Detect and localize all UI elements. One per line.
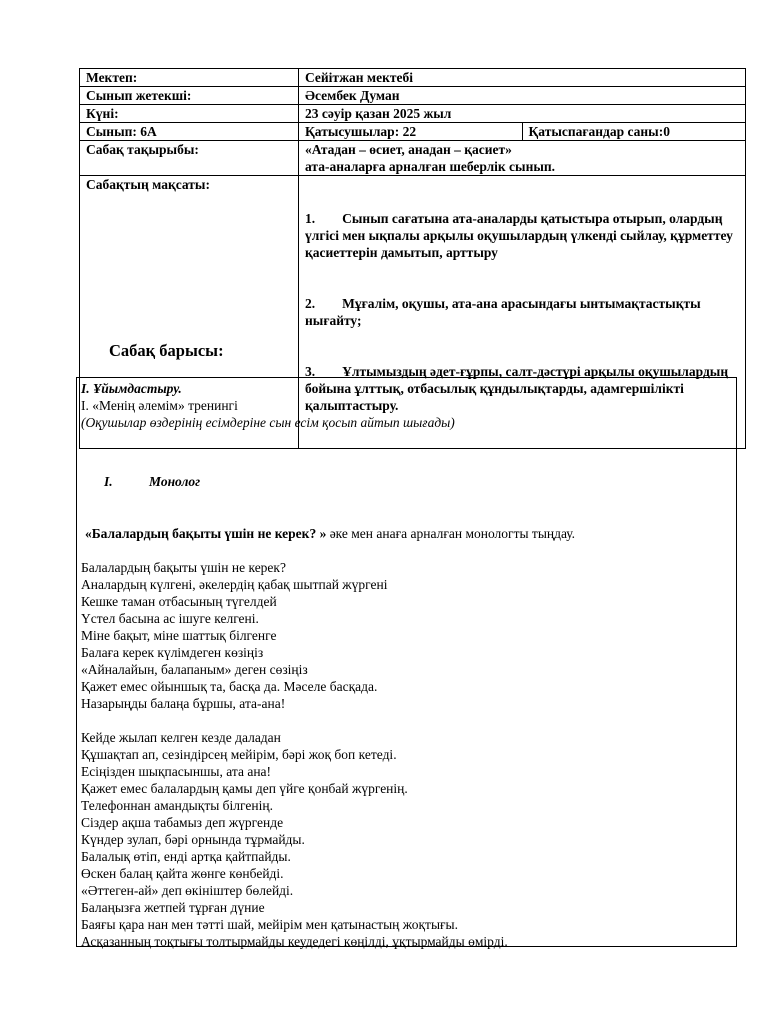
topic-line-2: ата-аналарға арналған шеберлік сынып. (305, 159, 556, 174)
monologue-intro (81, 525, 732, 542)
class-label: Сынып: 6А (80, 123, 299, 141)
participants-count: Қатысушылар: 22 (299, 123, 523, 141)
date-label: Күні: (80, 105, 299, 123)
poem-line: Балаңызға жетпей тұрған дүние (81, 900, 265, 915)
monologue-heading (81, 473, 732, 490)
poem-line: Құшақтап ап, сезіндірсең мейірім, бәрі жоқ боп кетеді. (81, 747, 397, 762)
absent-count: Қатыспағандар саны:0 (522, 123, 746, 141)
poem-stanza-1 (81, 559, 732, 712)
poem-line: Қажет емес балалардың қамы деп үйге қонбай жүргенің. (81, 781, 408, 796)
monologue-title: Монолог (149, 474, 201, 489)
teacher-value: Әсембек Думан (299, 87, 746, 105)
poem-line: Күндер зулап, бәрі орнында тұрмайды. (81, 832, 305, 847)
poem-line: Назарыңды балаңа бұршы, ата-ана! (81, 696, 286, 711)
lesson-content-box (76, 377, 737, 947)
poem-line: Балаға керек күлімдеген көзіңіз (81, 645, 264, 660)
poem-stanza-2 (81, 729, 732, 950)
organization-heading: І. Ұйымдастыру. (81, 381, 182, 396)
poem-line: Балалардың бақыты үшін не керек? (81, 560, 286, 575)
poem-line: Үстел басына ас ішуге келгені. (81, 611, 259, 626)
poem-line: Өскен балаң қайта жөнге көнбейді. (81, 866, 284, 881)
school-label: Мектеп: (80, 69, 299, 87)
teacher-label: Сынып жетекші: (80, 87, 299, 105)
poem-line: Кешке таман отбасының түгелдей (81, 594, 277, 609)
goal-label: Сабақтың мақсаты: (80, 176, 299, 449)
poem-line: Асқазанның тоқтығы толтырмайды кеудедегі көңілді, ұқтырмайды өмірді. (81, 934, 508, 949)
poem-line: Баяғы қара нан мен тәтті шай, мейірім мен қатынастың жоқтығы. (81, 917, 458, 932)
topic-value (299, 141, 746, 176)
monologue-number: I. (104, 474, 113, 489)
topic-label: Сабақ тақырыбы: (80, 141, 299, 176)
training-title: І. «Менің әлемім» тренингі (81, 398, 238, 413)
school-value: Сейітжан мектебі (299, 69, 746, 87)
goal-item-1: 1. Сынып сағатына ата-аналарды қатыстыра отырып, олардың үлгісі мен ықпалы арқылы оқушылардың үлкенді сыйлау, құрметтеу қасиеттерін дамытып, арттыру (305, 211, 737, 260)
lesson-progress-heading: Сабақ барысы: (109, 341, 224, 360)
poem-line: Міне бақыт, міне шаттық білгенге (81, 628, 277, 643)
topic-line-1: «Атадан – өсиет, анадан – қасиет» (305, 142, 512, 157)
poem-line: Телефоннан амандықты білгенің. (81, 798, 273, 813)
training-note: (Оқушылар өздерінің есімдеріне сын есім қосып айтып шығады) (81, 415, 455, 430)
poem-line: Қажет емес ойыншық та, басқа да. Мәселе басқада. (81, 679, 378, 694)
monologue-intro-text: әке мен анаға арналған монологты тыңдау. (326, 526, 576, 541)
date-value: 23 сәуір қазан 2025 жыл (299, 105, 746, 123)
poem-line: Есіңізден шықпасыншы, ата ана! (81, 764, 272, 779)
poem-line: Аналардың күлгені, әкелердің қабақ шытпай жүргені (81, 577, 388, 592)
goal-item-3: 3. Ұлтымыздың әдет-ғұрпы, салт-дәстүрі арқылы оқушылардың бойына ұлттық, отбасылық құндылықтарды, адамгершілікті қалыптастыру. (305, 364, 732, 413)
poem-line: Кейде жылап келген кезде даладан (81, 730, 281, 745)
goal-item-2: 2. Мұғалім, оқушы, ата-ана арасындағы ынтымақтастықты нығайту; (305, 296, 705, 328)
poem-line: Балалық өтіп, енді артқа қайтпайды. (81, 849, 291, 864)
poem-line: Сіздер ақша табамыз деп жүргенде (81, 815, 284, 830)
poem-line: «Айналайын, балапаным» деген сөзіңіз (81, 662, 308, 677)
monologue-intro-title: «Балалардың бақыты үшін не керек? » (85, 526, 327, 541)
poem-line: «Әттеген-ай» деп өкініштер бөлейді. (81, 883, 294, 898)
